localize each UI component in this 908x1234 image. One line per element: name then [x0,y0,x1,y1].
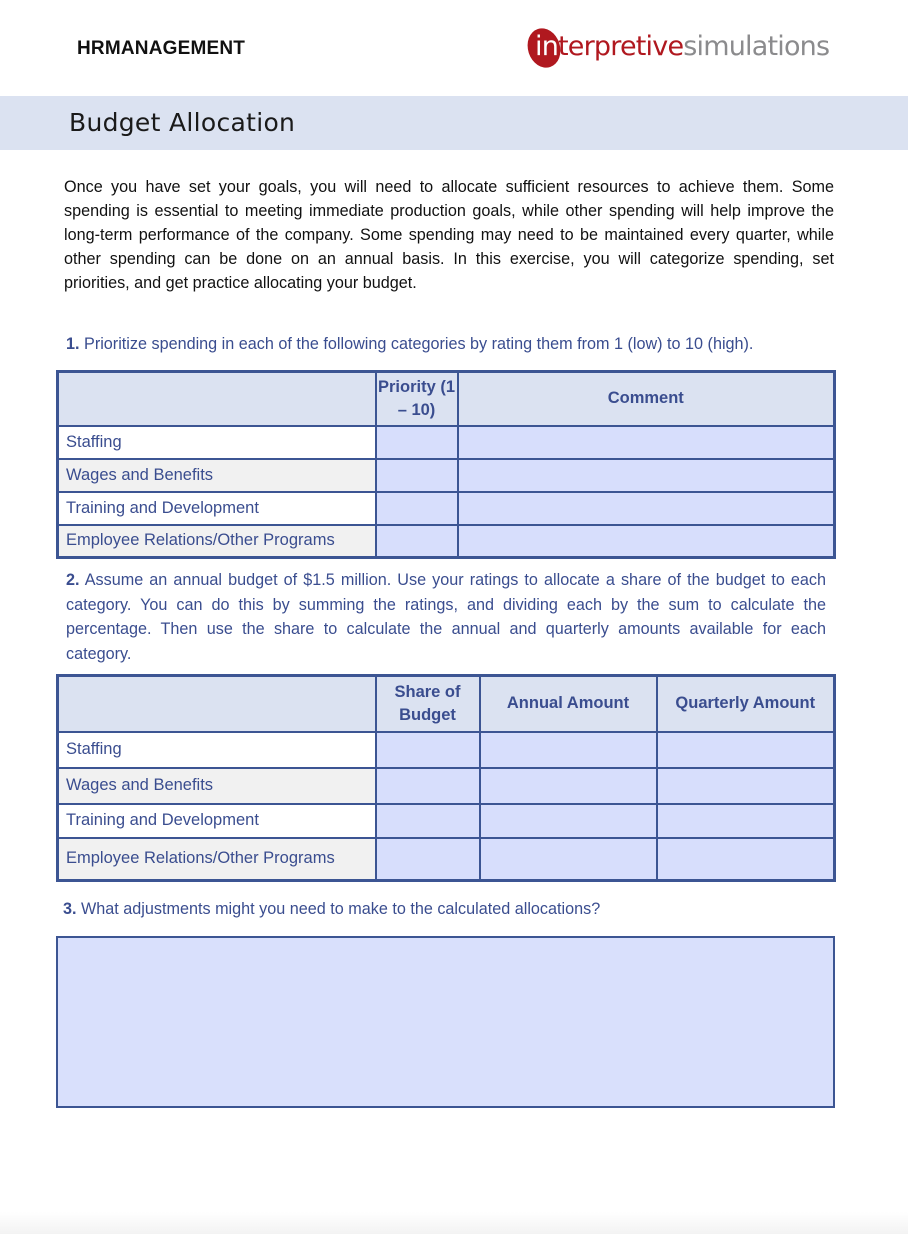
header-share-of-budget: Share of Budget [376,676,480,732]
quarterly-input-employee-relations[interactable] [657,838,835,881]
question-1-text: Prioritize spending in each of the following categories by rating them from 1 (low) to 10 (high). [84,335,754,353]
header-quarterly-amount: Quarterly Amount [657,676,835,732]
table-row [58,732,835,768]
question-2-number: 2. [66,571,80,589]
annual-input-wages[interactable] [480,768,657,804]
header-annual-amount: Annual Amount [480,676,657,732]
priority-input-employee-relations[interactable] [376,525,458,558]
question-3-text: What adjustments might you need to make to the calculated allocations? [81,900,601,918]
adjustments-text-area[interactable] [56,936,835,1108]
question-3-number: 3. [63,900,77,918]
row-label-wages: Wages and Benefits [58,459,376,492]
row-label-training: Training and Development [58,804,376,838]
logo-text-in: in [535,31,559,62]
header-comment: Comment [458,372,835,426]
table-row [58,459,835,492]
priority-input-training[interactable] [376,492,458,525]
question-3 [63,897,600,922]
question-2-text: Assume an annual budget of $1.5 million. Use your ratings to allocate a share of the budget to each category. You can do this by summing the ratings, and dividing each by the sum to calculate the percentage. Then use the share to calculate the annual and quarterly amounts available for each category. [66,571,827,663]
table-row [58,768,835,804]
share-input-staffing[interactable] [376,732,480,768]
comment-input-employee-relations[interactable] [458,525,835,558]
table-header-row [58,676,835,732]
question-1 [66,332,753,357]
share-input-wages[interactable] [376,768,480,804]
app-name: HRMANAGEMENT [77,38,246,59]
logo-text-simulations: simulations [683,31,830,62]
share-input-training[interactable] [376,804,480,838]
table-row [58,426,835,459]
row-label-training: Training and Development [58,492,376,525]
annual-input-training[interactable] [480,804,657,838]
table-header-row [58,372,835,426]
question-1-number: 1. [66,335,80,353]
table-row [58,525,835,558]
priority-input-staffing[interactable] [376,426,458,459]
comment-input-wages[interactable] [458,459,835,492]
annual-input-staffing[interactable] [480,732,657,768]
quarterly-input-wages[interactable] [657,768,835,804]
row-label-wages: Wages and Benefits [58,768,376,804]
row-label-staffing: Staffing [58,426,376,459]
question-2 [66,568,826,666]
quarterly-input-training[interactable] [657,804,835,838]
comment-input-training[interactable] [458,492,835,525]
header-blank [58,676,376,732]
page-title: Budget Allocation [69,108,296,137]
allocation-table [56,674,836,882]
interpretive-simulations-logo [528,24,830,72]
annual-input-employee-relations[interactable] [480,838,657,881]
table-row [58,838,835,881]
title-band [0,96,908,150]
row-label-employee-relations: Employee Relations/Other Programs [58,838,376,881]
logo-text-terpretive: terpretive [558,31,684,62]
table-row [58,492,835,525]
header-blank [58,372,376,426]
priority-table [56,370,836,559]
comment-input-staffing[interactable] [458,426,835,459]
quarterly-input-staffing[interactable] [657,732,835,768]
row-label-employee-relations: Employee Relations/Other Programs [58,525,376,558]
priority-input-wages[interactable] [376,459,458,492]
row-label-staffing: Staffing [58,732,376,768]
table-row [58,804,835,838]
page-bottom-edge [0,1212,908,1234]
header-priority: Priority (1 – 10) [376,372,458,426]
intro-paragraph: Once you have set your goals, you will need to allocate sufficient resources to achieve them. Some spending is essential to meeting immediate production goals, while other spending will help improve the long-term performance of the company. Some spending may need to be maintained every quarter, while other spending can be done on an annual basis. In this exercise, you will categorize spending, set priorities, and get practice allocating your budget. [64,178,834,292]
share-input-employee-relations[interactable] [376,838,480,881]
